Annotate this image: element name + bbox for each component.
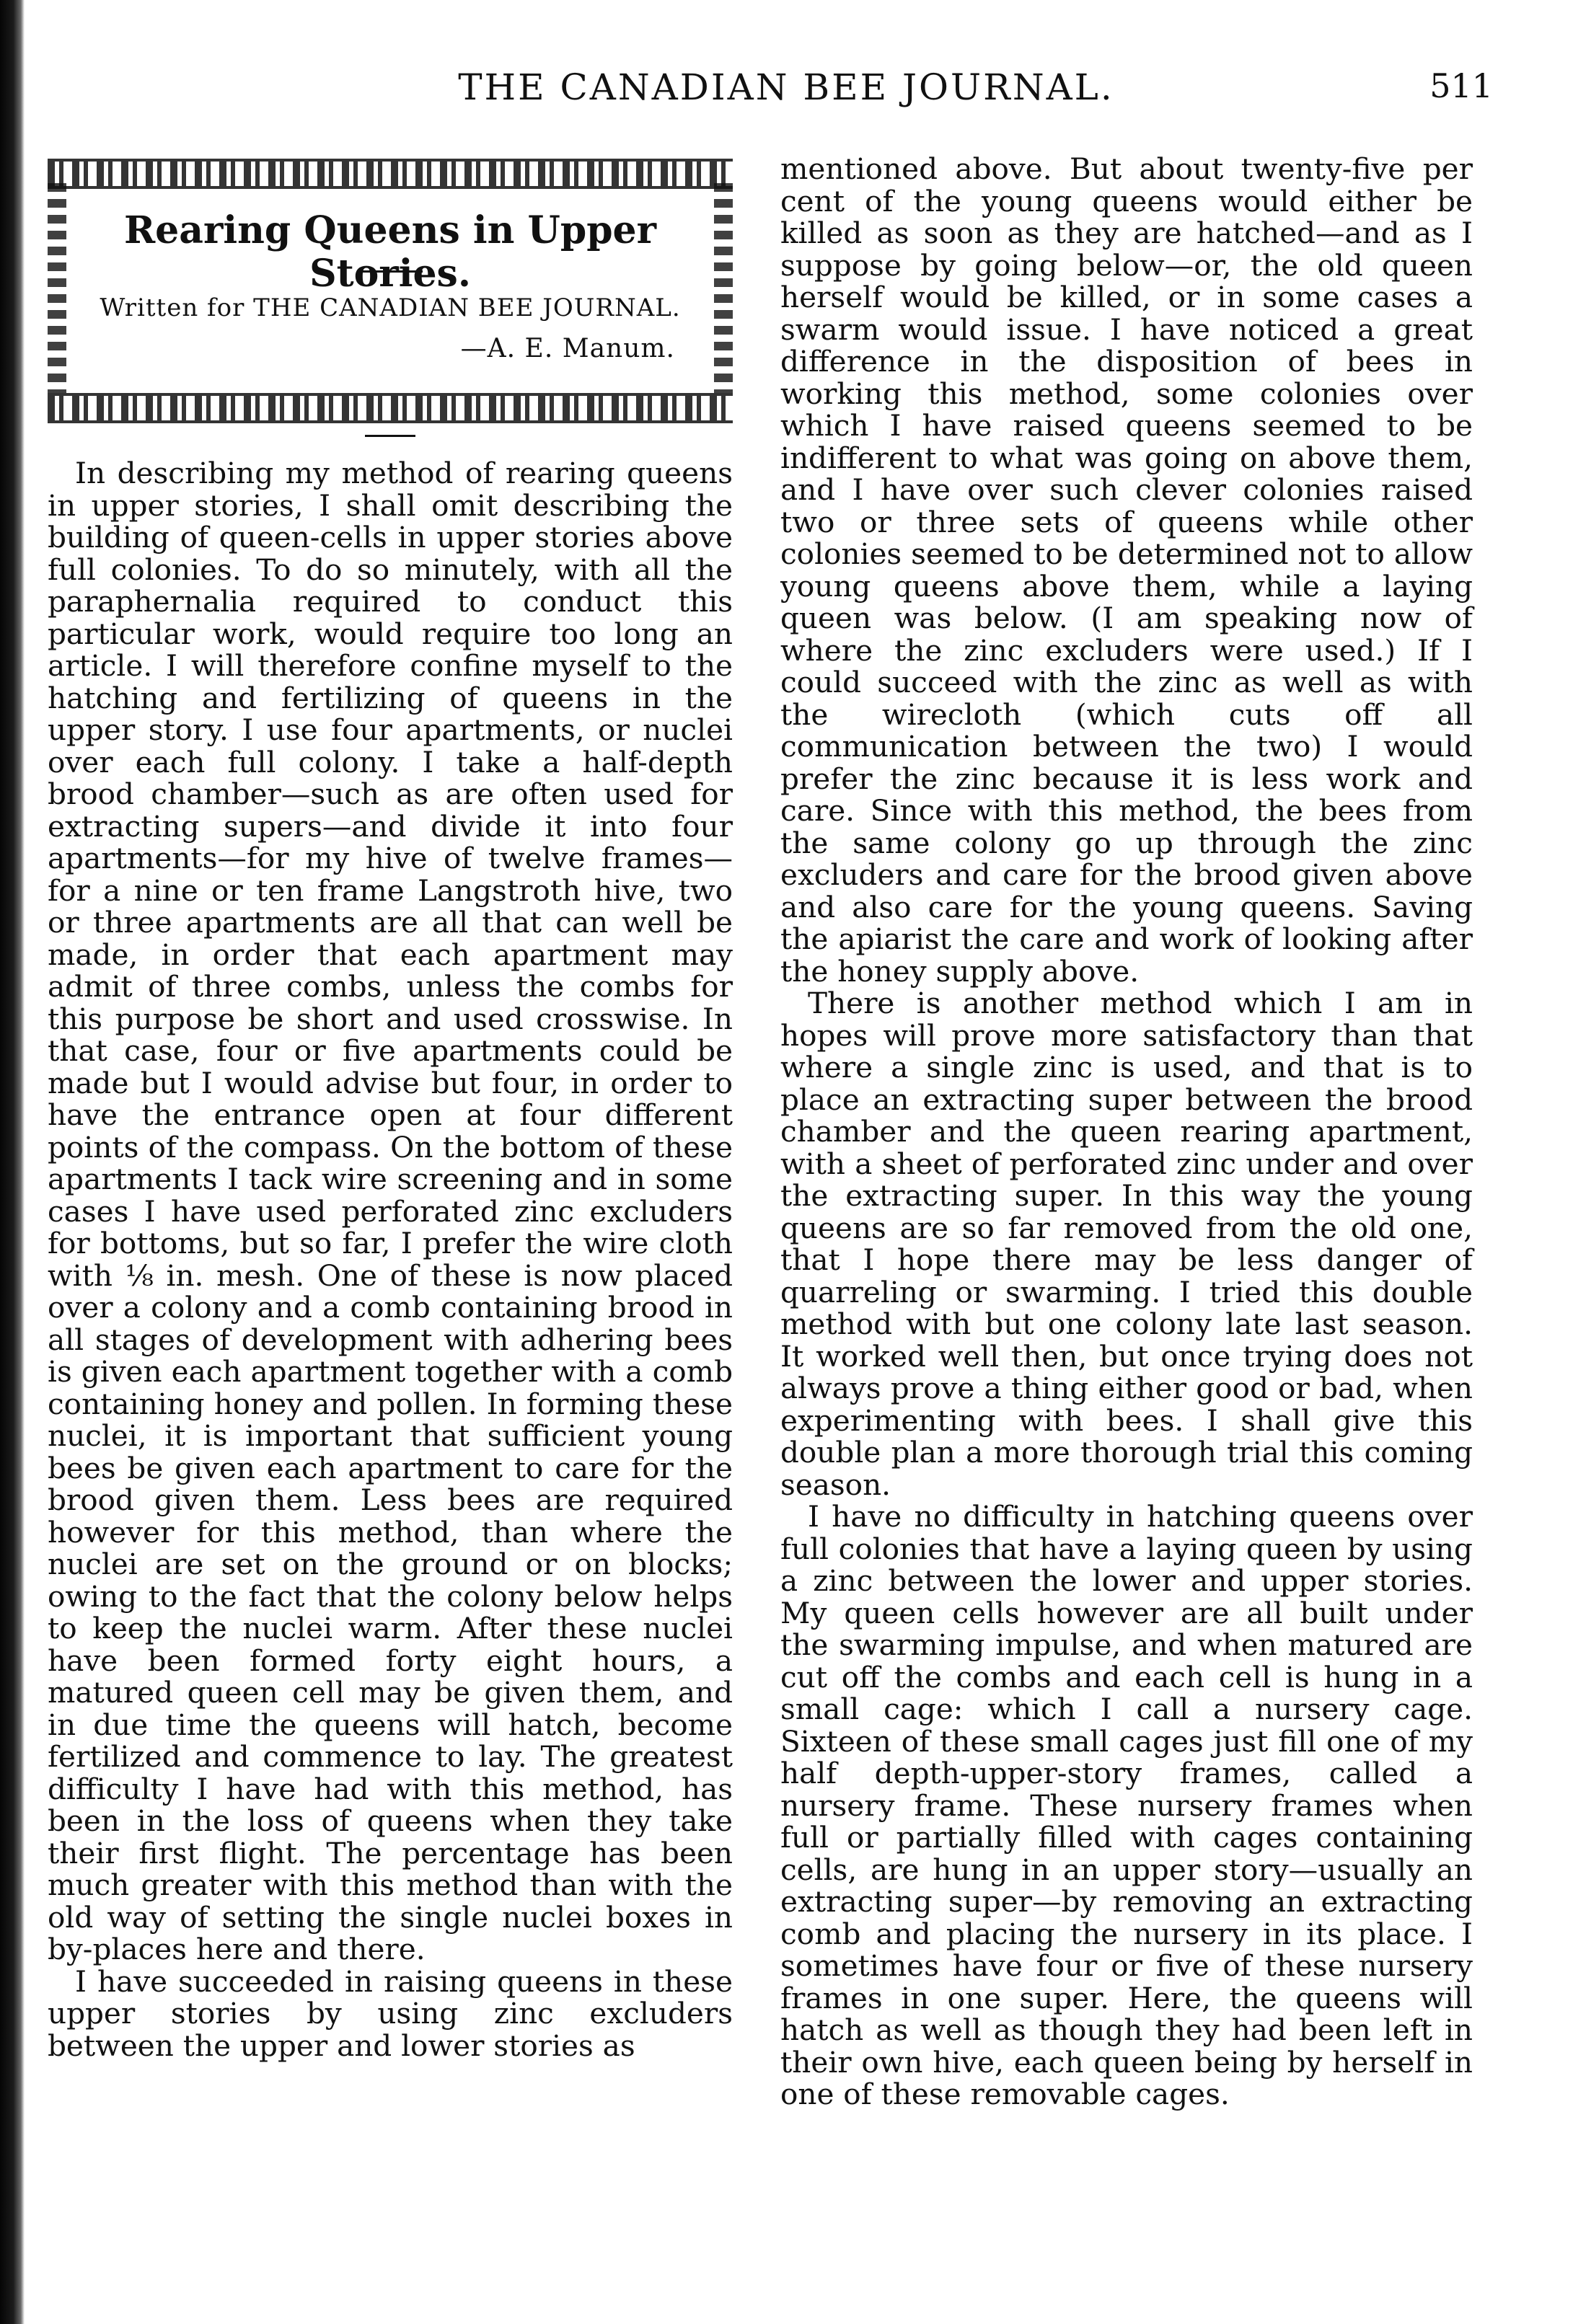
page-header <box>79 66 1493 124</box>
paragraph: I have succeeded in raising queens in these upper stories by using zinc excluders between the upper and lower stories as <box>48 1963 733 2063</box>
section-divider <box>365 435 415 437</box>
left-column <box>48 144 733 2062</box>
paragraph: In describing my method of rearing queens in upper stories, I shall omit describing the building of queen-cells in upper stories above full colonies. To do so minutely, with all the paraphernalia required to conduct this particular work, would require too long an article. I will therefore confine myself to the hatching and fertilizing of queens in the upper story. I use four apartments, or nuclei over each full colony. I take a half-depth brood chamber—such as are often used for extracting supers—and divide it into four apartments—for my hive of twelve frames—for a nine or ten frame Langstroth hive, two or three apartments are all that can well be made, in order that each apartment may admit of three combs, unless the combs for this purpose be short and used crosswise. In that case, four or five apartments could be made but I would advise but four, in order to have the entrance open at four different points of the compass. On the bottom of these apartments I tack wire screening and in some cases I have used perforated zinc excluders for bottoms, but so far, I prefer the wire cloth with ⅛ in. mesh. One of these is now placed over a colony and a comb containing brood in all stages of development with adhering bees is given each apartment together with a comb containing honey and pollen. In forming these nuclei, it is important that sufficient young bees be given each apartment to care for the brood given them. Less bees are required however for this method, than where the nuclei are set on the ground or on blocks; owing to the fact that the colony below helps to keep the nuclei warm. After these nuclei have been formed forty eight hours, a matured queen cell may be given them, and in due time the queens will hatch, become fertilized and commence to lay. The greatest difficulty I have had with this method, has been in the loss of queens when they take their first flight. The percentage has been much greater with this method than with the old way of setting the single nuclei boxes in by-places here and there. <box>48 456 733 1966</box>
article-title: Rearing Queens in Upper Stories. <box>123 208 657 296</box>
article-title-box <box>48 144 733 422</box>
ornamental-border-left <box>48 183 66 393</box>
paragraph: There is another method which I am in hopes will prove more satisfactory than that where a single zinc is used, and that is to place an extracting super between the brood chamber and the queen rearing apartment, with a sheet of perforated zinc under and over the extracting super. In this way the young queens are so far removed from the old one, that I hope there may be less danger of quarreling or swarming. I tried this double method with but one colony late last season. It worked well then, but once trying does not always prove a thing either good or bad, when experimenting with bees. I shall give this double plan a more thorough trial this coming season. <box>780 986 1473 1502</box>
journal-title: THE CANADIAN BEE JOURNAL. <box>458 66 1114 108</box>
right-column <box>780 153 1473 2111</box>
ornamental-border-right <box>714 183 733 393</box>
title-divider <box>358 270 423 273</box>
book-spine-shadow <box>0 0 25 2324</box>
paragraph: mentioned above. But about twenty-five per cent of the young queens would either be killed as soon as they are hatched—and as I suppose by going below—or, the old queen herself would be killed, or in some cases a swarm would issue. I have noticed a great difference in the disposition of bees in working this method, some colonies over which I have raised queens seemed to be indifferent to what was going on above them, and I have over such clever colonies raised two or three sets of queens while other colonies seemed to be determined not to allow young queens above them, while a laying queen was below. (I am speaking now of where the zinc excluders were used.) If I could succeed with the zinc as well as with the wirecloth (which cuts off all communication between the two) I would prefer the zinc because it is less work and care. Since with this method, the bees from the same colony go up through the zinc excluders and care for the brood given above and also care for the young queens. Saving the apiarist the care and work of looking after the honey supply above. <box>780 151 1473 989</box>
paragraph: I have no difficulty in hatching queens over full colonies that have a laying queen by using a zinc between the lower and upper stories. My queen cells however are all built under the swarming impulse, and when matured are cut off the combs and each cell is hung in a small cage: which I call a nursery cage. Sixteen of these small cages just fill one of my half depth-upper-story frames, called a nursery frame. These nursery frames when full or partially filled with cages containing cells, are hung in an upper story—usually an extracting super—by removing an extracting comb and placing the nursery in its place. I sometimes have four or five of these nursery frames in one super. Here, the queens will hatch as well as though they had been left in their own hive, each queen being by herself in one of these removable cages. <box>780 1499 1473 2111</box>
page-number: 511 <box>1429 66 1493 105</box>
ornamental-border-bottom <box>48 393 733 423</box>
article-author: —A. E. Manum. <box>460 334 675 363</box>
written-for-line: Written for THE CANADIAN BEE JOURNAL. <box>100 293 681 322</box>
ornamental-border-top <box>48 159 733 189</box>
